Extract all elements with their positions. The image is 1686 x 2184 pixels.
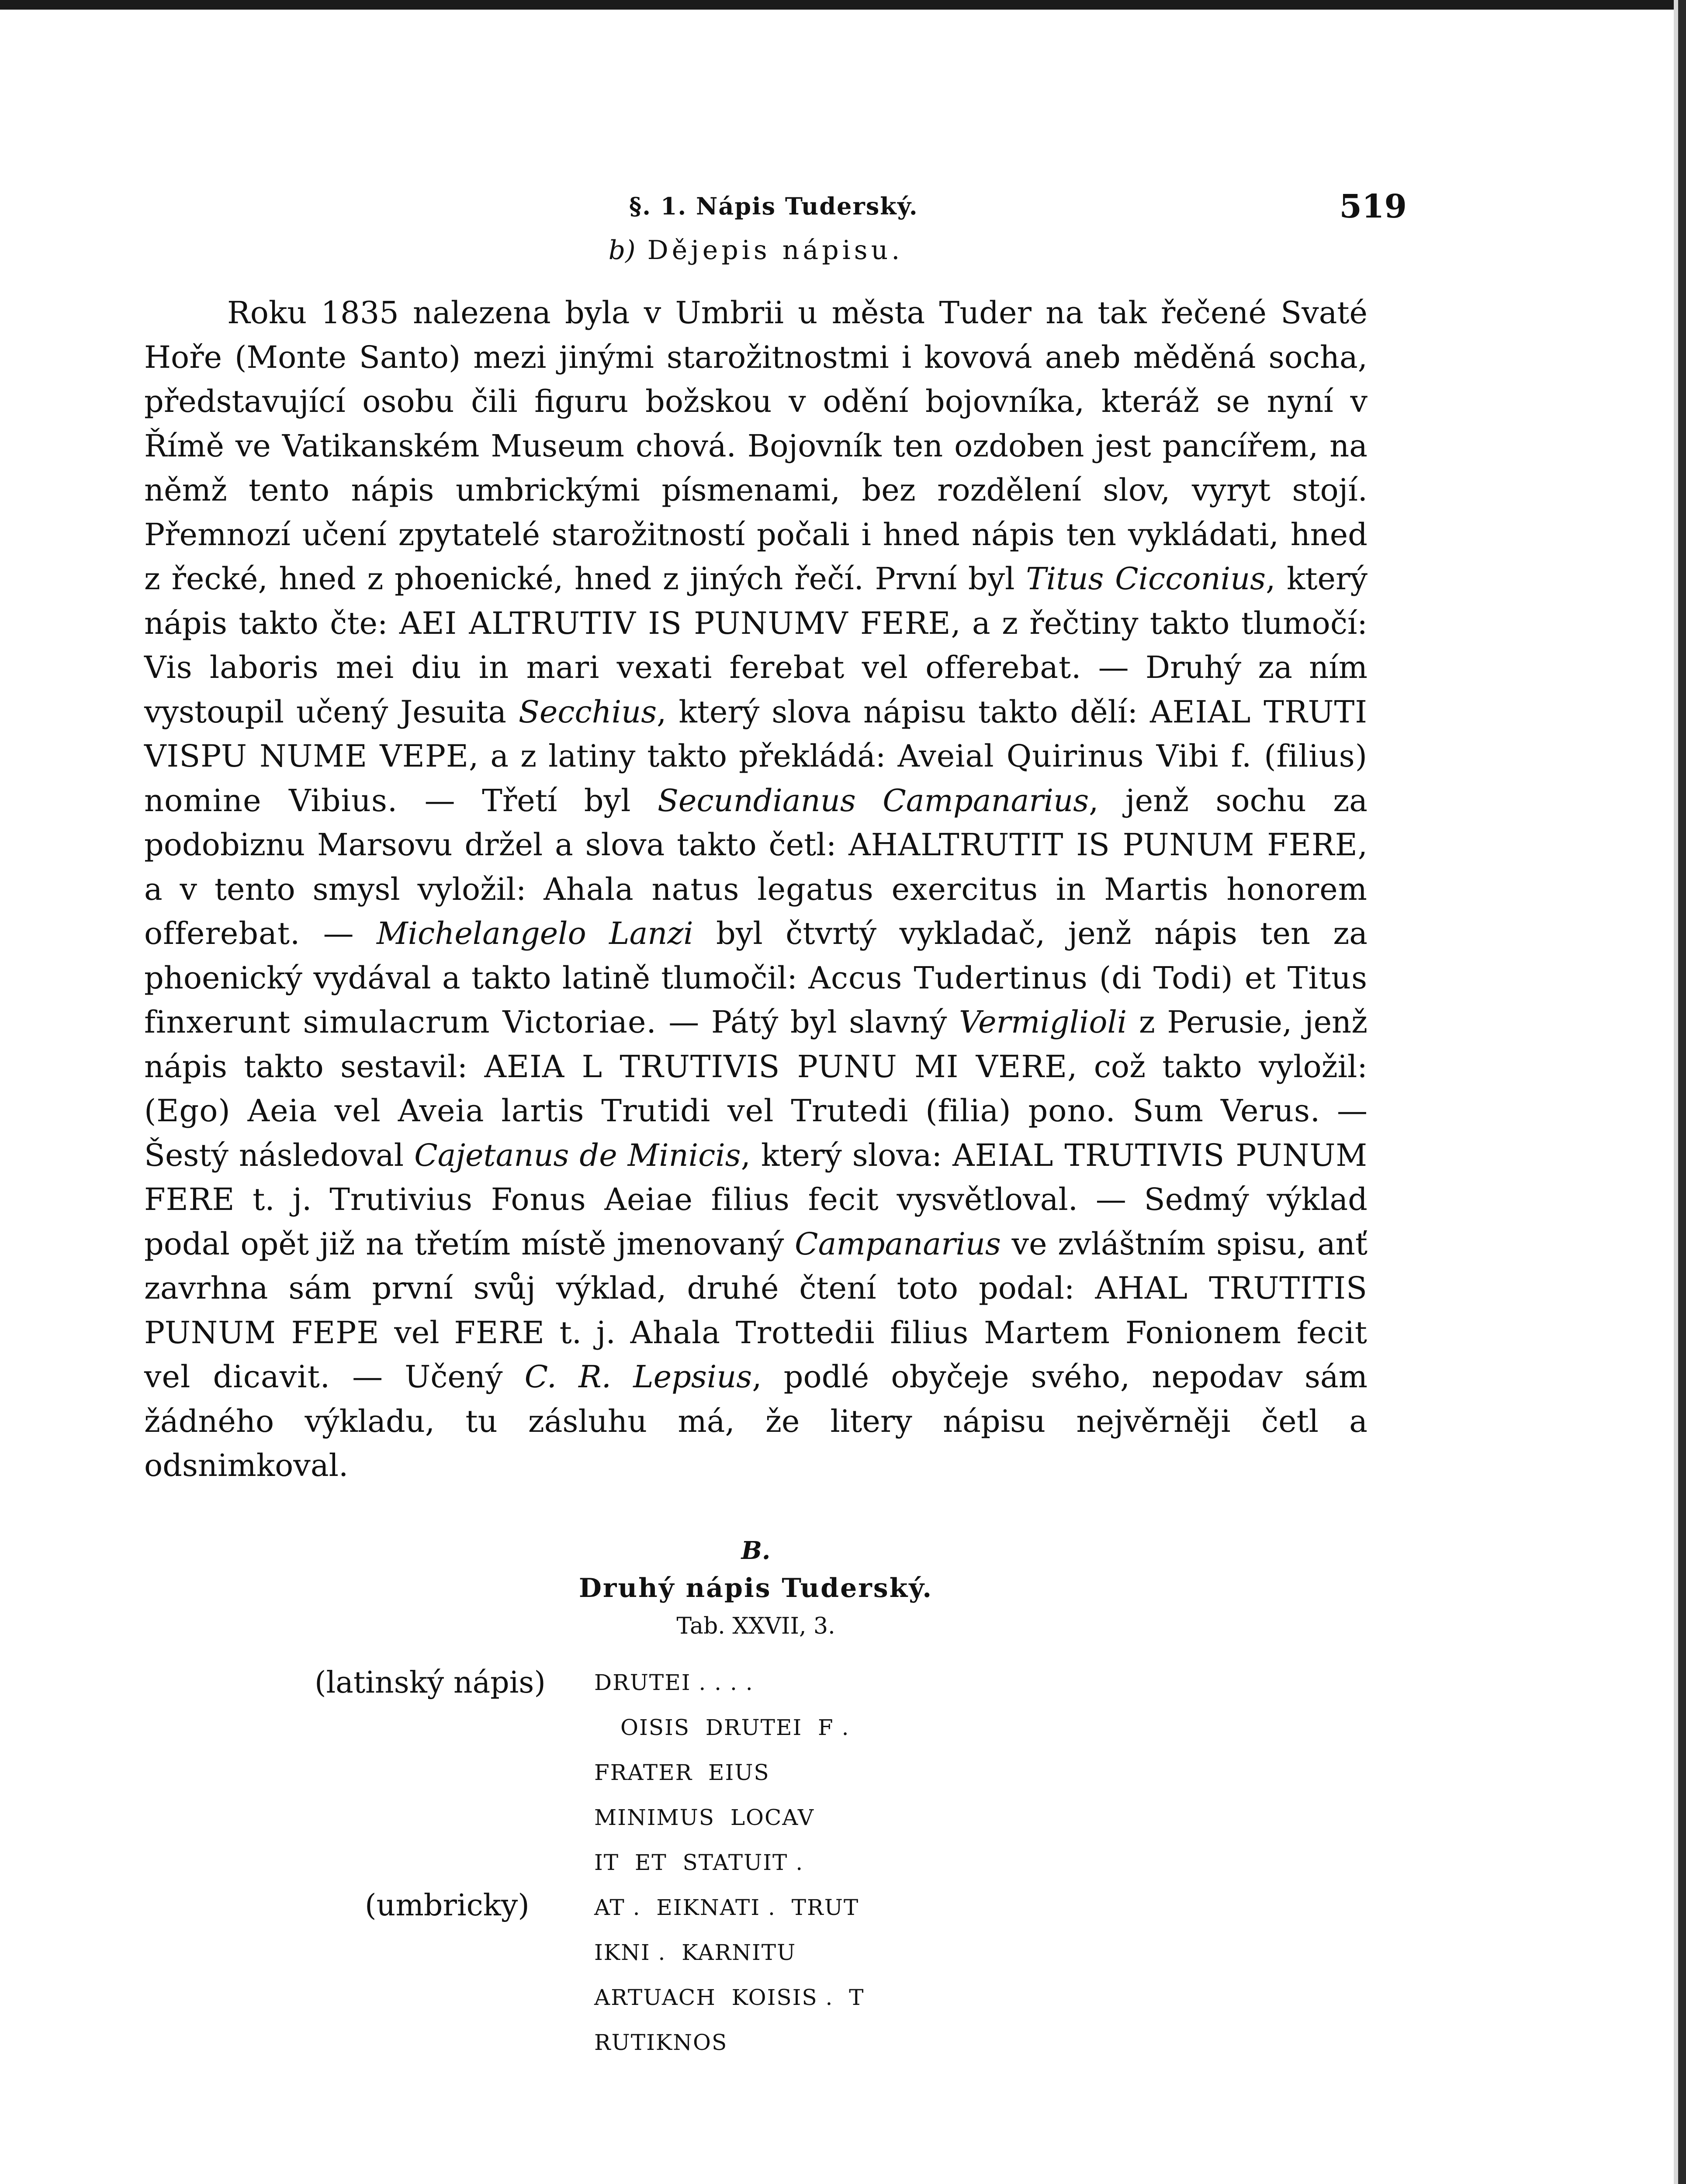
text-run: , a z řečtiny takto tlumočí: (951, 605, 1368, 641)
text-run: , jenž sochu za podobiznu Marsovu držel a slova takto četl: (144, 782, 1367, 863)
page-number: 519 (1339, 188, 1407, 225)
text-run: Roku 1835 nalezena byla v Umbrii u města Tuder na tak řečené Svaté Hoře (Monte Santo) mezi jinými starožitnostmi i kovová aneb měděná socha, představující osobu čili figuru božskou v odění bojovníka, kteráž se nyní v Římě ve Vatikanském Museum chová. Bojovník ten ozdoben jest pancířem, na němž tento nápis umbrickými písmenami, bez rozdělení slov, vyryt stojí. Přemnozí učení zpytatelé starožitností počali i hned nápis ten vykládati, hned z řecké, hned z phoenické, hned z jiných řečí. První byl (144, 295, 1367, 597)
inscription-line: IT ET STATUIT . (594, 1849, 804, 1875)
inscription-reading: AHAL TRUTITIS PUNUM FEPE (144, 1270, 1367, 1351)
text-run: — Pátý byl slavný (656, 1004, 959, 1040)
text-run: — Učený (330, 1359, 525, 1395)
part-title: Druhý nápis Tuderský. (578, 1572, 933, 1603)
inscription-line: ARTUACH KOISIS . T (594, 1984, 865, 2010)
inscription-reading: FERE (454, 1314, 545, 1351)
person-name: Cajetanus de Minicis (414, 1137, 741, 1173)
text-run: vel (379, 1314, 454, 1351)
inscription-reading: AEIA L TRUTIVIS PUNU MI VERE (484, 1048, 1068, 1085)
inscription-line: RUTIKNOS (594, 2029, 728, 2055)
text-run: , který slova nápisu takto dělí: (657, 694, 1150, 730)
person-name: Secchius (518, 694, 657, 730)
inscription-block (144, 1666, 1367, 2102)
part-letter: B. (741, 1536, 771, 1565)
inscription-lines (594, 1670, 865, 2075)
person-name: Secundianus Campanarius (657, 782, 1089, 819)
inscription-line: MINIMUS LOCAV (594, 1804, 815, 1830)
inscription-line: OISIS DRUTEI F . (620, 1714, 850, 1740)
text-run: vysvětloval. — Sedmý výklad podal opět již na třetím místě jmenovaný (144, 1182, 1367, 1262)
inscription-line: DRUTEI . . . . (594, 1669, 754, 1695)
person-name: C. R. Lepsius (524, 1359, 752, 1395)
translation: Accus Tudertinus (di Todi) et Titus finxerunt simulacrum Victoriae. (144, 960, 1367, 1040)
plate-reference: Tab. XXVII, 3. (676, 1613, 835, 1639)
inscription-reading: AEIAL TRUTI VISPU NUME VEPE (144, 694, 1367, 774)
translation: Ahala natus legatus exercitus in Martis honorem offerebat. (144, 871, 1367, 951)
person-name: Titus Cicconius (1026, 561, 1266, 597)
text-run: , a v tento smysl vyložil: (144, 827, 1367, 907)
inscription-reading: AHALTRUTIT IS PUNUM FERE (848, 827, 1358, 863)
text-run: , který slova: (741, 1137, 953, 1173)
running-title: §. 1. Nápis Tuderský. (629, 192, 918, 220)
scan-edge-right (1678, 0, 1686, 2184)
person-name: Campanarius (795, 1226, 1001, 1262)
translation: Vis laboris mei diu in mari vexati ferebat vel offerebat. (144, 650, 1082, 685)
text-run: , což takto vyložil: (1067, 1048, 1367, 1085)
text-run: t. j. (235, 1182, 330, 1217)
translation: Aveial Quirinus Vibi f. (filius) nomine Vibius. (144, 738, 1368, 819)
umbrian-label: (umbricky) (365, 1888, 530, 1923)
person-name: Vermiglioli (959, 1004, 1127, 1040)
inscription-line: IKNI . KARNITU (594, 1939, 796, 1965)
translation: Trutivius Fonus Aeiae filius fecit (329, 1182, 879, 1217)
scan-edge-top (0, 0, 1686, 10)
section-letter: b) (608, 235, 636, 266)
page-header (144, 175, 1407, 225)
text-run: — Třetí byl (398, 782, 658, 819)
text-run: ve zvláštním spisu, anť zavrhna sám první svůj výklad, druhé čtení toto podal: (144, 1226, 1368, 1306)
section-heading (144, 235, 1367, 266)
text-run: byl čtvrtý vykladač, jenž nápis ten za phoenický vydával a takto latině tlumočil: (144, 916, 1367, 996)
scan-edge-shadow (1674, 0, 1678, 2184)
text-run: z Perusie, jenž nápis takto sestavil: (144, 1004, 1367, 1085)
body-paragraph (144, 291, 1367, 1488)
section-title: Dějepis nápisu. (647, 235, 904, 266)
inscription-line: AT . EIKNATI . TRUT (594, 1894, 859, 1920)
translation: (Ego) Aeia vel Aveia lartis Trutidi vel Trutedi (filia) pono. Sum Verus. (144, 1093, 1321, 1129)
text-run: , podlé obyčeje svého, nepodav sám žádného výkladu, tu zásluhu má, že litery nápisu nejvěrněji četl a odsnimkoval. (144, 1359, 1367, 1483)
translation: Ahala Trottedii filius Martem Fonionem fecit vel dicavit. (144, 1314, 1367, 1395)
text-run: — (300, 916, 377, 951)
text-run: , a z latiny takto překládá: (469, 738, 898, 774)
text-run: , který nápis takto čte: (144, 561, 1367, 641)
text-run: t. j. (544, 1314, 630, 1351)
latin-label: (latinský nápis) (315, 1665, 546, 1700)
person-name: Michelangelo Lanzi (376, 916, 693, 951)
inscription-line: FRATER EIUS (594, 1759, 770, 1785)
book-page (144, 175, 1407, 2102)
inscription-reading: AEIAL TRUTIVIS PUNUM FERE (144, 1137, 1367, 1217)
text-run: — Druhý za ním vystoupil učený Jesuita (144, 650, 1367, 730)
inscription-reading: AEI ALTRUTIV IS PUNUMV FERE (399, 605, 951, 641)
text-run: — Šestý následoval (144, 1093, 1367, 1173)
